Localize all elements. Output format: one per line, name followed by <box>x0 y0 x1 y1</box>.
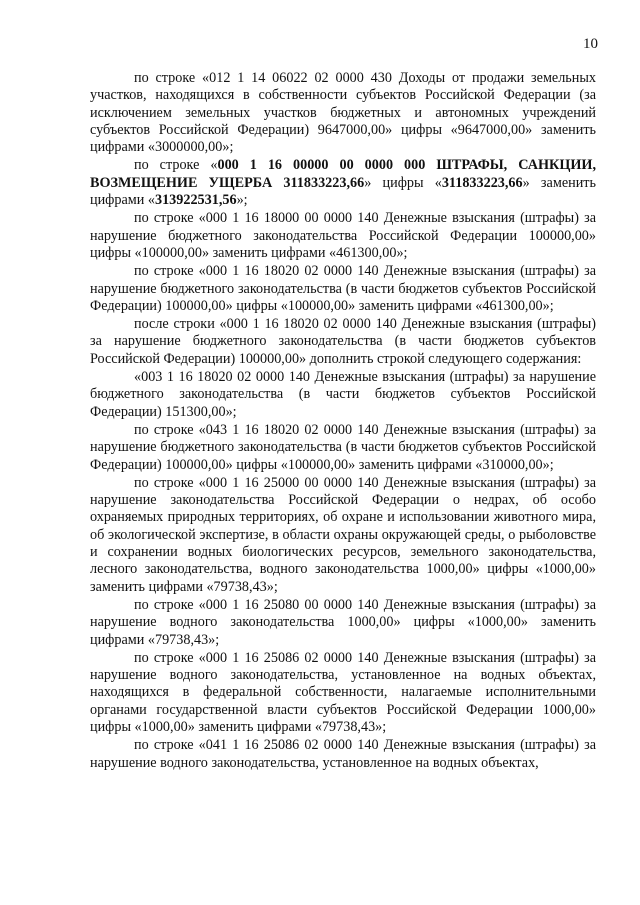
text-segment: по строке «000 1 16 18000 00 0000 140 Денежные взыскания (штрафы) за нарушение бюджетного законодательства Российской Федерации 100000,00» цифры «100000,00» заменить цифрами «461300,00»; <box>90 210 596 261</box>
amendment-paragraph <box>90 70 596 156</box>
bold-text-segment: 311833223,66 <box>441 174 523 191</box>
page-number: 10 <box>583 36 598 52</box>
text-segment: по строке «043 1 16 18020 02 0000 140 Денежные взыскания (штрафы) за нарушение бюджетного законодательства (в части бюджетов субъектов Российской Федерации) 100000,00» цифры «100000,00» заменить цифрами «310000,00»; <box>90 421 596 473</box>
text-segment: по строке «000 1 16 25000 00 0000 140 Денежные взыскания (штрафы) за нарушение законодательства Российской Федерации о недрах, об особо охраняемых природных территориях, об охране и использовании животного мира, об экологической экспертизе, в области охраны окружающей среды, о рыболовстве и сохранении водных биологических ресурсов, земельного законодательства, лесного законодательства, водного законодательства 1000,00» цифры «1000,00» заменить цифрами «79738,43»; <box>90 474 596 595</box>
amendment-paragraph <box>90 210 596 262</box>
bold-text-segment: 000 1 16 00000 00 0000 000 ШТРАФЫ, САНКЦИИ, ВОЗМЕЩЕНИЕ УЩЕРБА 311833223,66 <box>90 157 596 191</box>
amendment-paragraph <box>90 316 596 368</box>
amendment-paragraph <box>90 475 596 596</box>
amendment-paragraph <box>90 737 596 772</box>
text-segment: »; <box>236 192 248 209</box>
document-body <box>90 70 596 772</box>
amendment-paragraph <box>90 157 596 209</box>
text-segment: по строке «012 1 14 06022 02 0000 430 Доходы от продажи земельных участков, находящихся в собственности субъектов Российской Федерации (за исключением земельных участков бюджетных и автономных учреждений субъектов Российской Федерации) 9647000,00» цифры «9647000,00» заменить цифрами «3000000,00»; <box>90 70 596 156</box>
text-segment: » цифры « <box>364 174 442 191</box>
text-segment: по строке « <box>134 157 218 174</box>
amendment-paragraph <box>90 597 596 649</box>
text-segment: после строки «000 1 16 18020 02 0000 140 Денежные взыскания (штрафы) за нарушение бюджетного законодательства (в части бюджетов субъектов Российской Федерации) 100000,00» дополнить строкой следующего содержания: <box>90 316 596 367</box>
amendment-paragraph <box>90 263 596 315</box>
bold-text-segment: 313922531,56 <box>154 192 237 209</box>
amendment-paragraph <box>90 422 596 474</box>
amendment-paragraph <box>90 369 596 421</box>
amendment-paragraph <box>90 650 596 736</box>
text-segment: по строке «041 1 16 25086 02 0000 140 Денежные взыскания (штрафы) за нарушение водного законодательства, установленное на водных объектах, <box>90 737 596 771</box>
text-segment: по строке «000 1 16 25080 00 0000 140 Денежные взыскания (штрафы) за нарушение водного законодательства 1000,00» цифры «1000,00» заменить цифрами «79738,43»; <box>90 596 596 648</box>
text-segment: по строке «000 1 16 25086 02 0000 140 Денежные взыскания (штрафы) за нарушение водного законодательства, установленное на водных объектах, находящихся в федеральной собственности, налагаемые исполнительными органами государственной власти субъектов Российской Федерации 1000,00» цифры «1000,00» заменить цифрами «79738,43»; <box>90 649 596 735</box>
text-segment: по строке «000 1 16 18020 02 0000 140 Денежные взыскания (штрафы) за нарушение бюджетного законодательства (в части бюджетов субъектов Российской Федерации) 100000,00» цифры «100000,00» заменить цифрами «461300,00»; <box>90 263 596 314</box>
text-segment: » заменить цифрами « <box>90 174 596 209</box>
text-segment: «003 1 16 18020 02 0000 140 Денежные взыскания (штрафы) за нарушение бюджетного законодательства (в части бюджетов субъектов Российской Федерации) 151300,00»; <box>90 369 596 420</box>
